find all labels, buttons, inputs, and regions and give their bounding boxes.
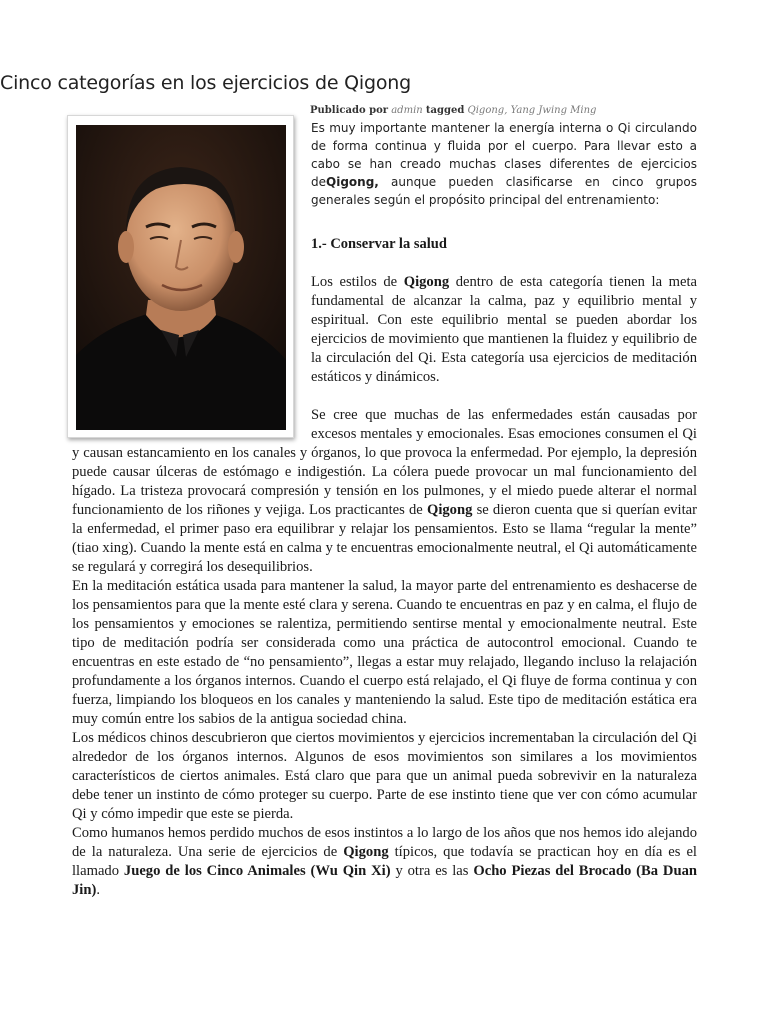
- p2-text-c: se dieron cuenta que si querían evitar la enfermedad, el primer paso era equilibrar y relajar los pensamientos. Esto se llama “regular la mente” (tiao xing). Cuando la mente está en calma y te encuentras emocionalmente neutral, el Qi automáticamente se regulará y corregirá los desequilibrios.: [72, 502, 697, 575]
- photo-spacer: [72, 406, 311, 444]
- p1-text-c: dentro de esta categoría tienen la meta fundamental de alcanzar la calma, paz y equilibrio mental y espiritual. Con este equilibrio mental se pueden abordar los ejercicios de movimiento que mantienen la fluidez y equilibrio de la circulación del Qi. Esta categoría usa ejercicios de meditación estáticos y dinámicos.: [311, 274, 697, 385]
- p5-text-a: Como humanos hemos perdido muchos de esos instintos a lo largo de los años que nos hemos ido alejando de la naturaleza. Una serie de ejercicios de: [72, 825, 697, 860]
- author-link[interactable]: admin: [391, 105, 423, 116]
- paragraph-3: En la meditación estática usada para mantener la salud, la mayor parte del entrenamiento es deshacerse de los pensamientos para que la mente esté clara y serena. Cuando te encuentras en paz y en calma, el flujo de los pensamientos y emociones se ralentiza, permitiendo sentirse mental y emocionalmente neutral. Este tipo de meditación podría ser considerada como una práctica de autocontrol emocional. Cuando te encuentras en este estado de “no pensamiento”, llegas a estar muy relajado, llegando incluso la relajación profundamente a los órganos internos. Cuando el cuerpo está relajado, el Qi fluye de forma continua y con fuerza, limpiando los bloqueos en los canales y manteniendo la salud. Este tipo de meditación estática era muy común entre los sabios de la antigua sociedad china.: [72, 578, 697, 727]
- p1-text-b: Qigong: [403, 274, 450, 290]
- p2-text-a: Se cree que muchas de las enfermedades están causadas por excesos mentales y emocionales. Esas emociones consumen el Qi y causan estancamiento en los canales y órganos, lo que provoca la enfermedad. Por ejemplo, la depresión puede causar úlceras de estómago e indigestión. La cólera puede provocar un mal funcionamiento del hígado. La tristeza provocará compresión y tensión en los pulmones, y el miedo puede alterar el normal funcionamiento de los riñones y vejiga. Los practicantes de: [72, 407, 697, 518]
- author-photo: [76, 125, 286, 430]
- body-flow: [72, 406, 697, 900]
- p5-text-f: Ocho Piezas del Brocado (Ba Duan Jin): [72, 863, 697, 898]
- intro-paragraph: [311, 119, 697, 209]
- tag-link-yang-jwing-ming[interactable]: Yang Jwing Ming: [510, 105, 597, 116]
- p5-text-b: Qigong: [343, 844, 389, 860]
- tag-separator: ,: [504, 105, 508, 116]
- p5-text-d: Juego de los Cinco Animales (Wu Qin Xi): [123, 863, 391, 879]
- paragraph-4: Los médicos chinos descubrieron que ciertos movimientos y ejercicios incrementaban la circulación del Qi alrededor de los órganos internos. Algunos de esos movimientos son similares a los movimientos característicos de ciertos animales. Está claro que para que un animal pueda sobrevivir en la naturaleza debe tener un instinto de cómo proteger su cuerpo. Parte de ese instinto tiene que ver con cómo acumular Qi y cómo impedir que este se pierda.: [72, 730, 697, 822]
- author-photo-frame: [67, 115, 294, 438]
- intro-text-c: aunque pueden clasificarse en cinco grupos generales según el propósito principal del entrenamiento:: [311, 175, 697, 207]
- post-meta: [310, 105, 596, 116]
- section-title-conservar-salud: 1.- Conservar la salud: [311, 236, 447, 252]
- p5-text-g: .: [96, 882, 100, 898]
- tag-link-qigong[interactable]: Qigong: [467, 105, 505, 116]
- p1-text-a: Los estilos de: [311, 274, 404, 290]
- p2-text-b: Qigong: [426, 502, 473, 518]
- paragraph-1: [311, 273, 697, 387]
- intro-text-b: Qigong,: [326, 175, 379, 189]
- article-title: Cinco categorías en los ejercicios de Qigong: [0, 72, 411, 94]
- published-by-label: Publicado por: [310, 105, 389, 116]
- p5-text-c: típicos, que todavía se practican hoy en día es el llamado: [72, 844, 697, 879]
- tagged-label: tagged: [425, 105, 465, 116]
- intro-text-a: Es muy importante mantener la energía interna o Qi circulando de forma continua y fluida por el cuerpo. Para llevar esto a cabo se han creado muchas clases diferentes de ejercicios de: [311, 121, 697, 189]
- paragraph-5: [72, 824, 697, 900]
- p5-text-e: y otra es las: [390, 863, 474, 879]
